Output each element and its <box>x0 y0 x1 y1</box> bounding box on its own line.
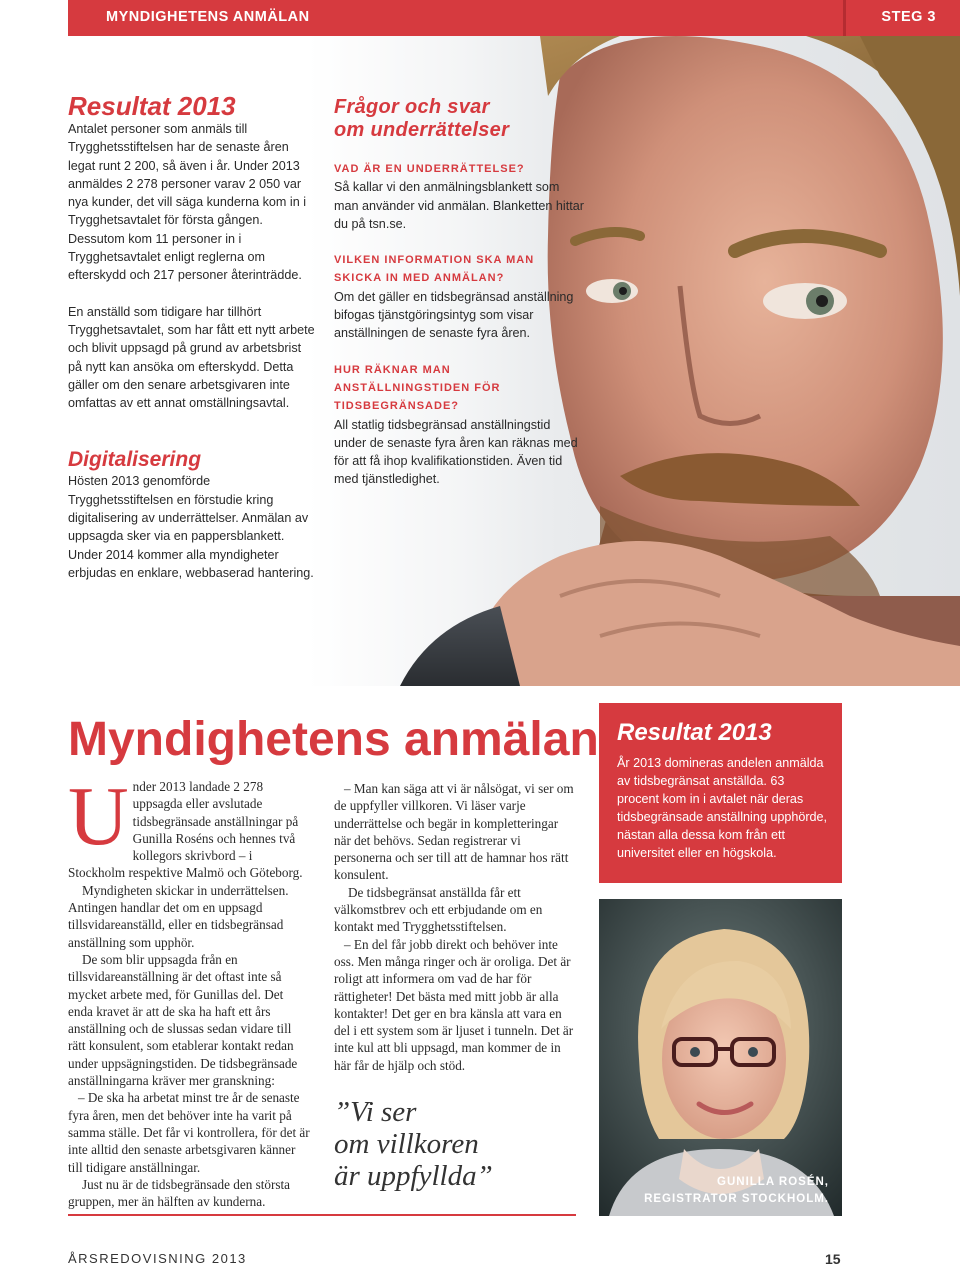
faq-question-2: VILKEN INFORMATION SKA MAN SKICKA IN MED ANMÄLAN? <box>334 254 535 285</box>
article-column-1 <box>68 770 310 1210</box>
faq-answer-3: All statlig tidsbegränsad anställningstid under de senaste fyra åren kan räknas med för att få ihop kvalifikationstiden. Även tid med tjänstledighet. <box>334 417 578 487</box>
resultat-paragraph-1: Antalet personer som anmäls till Trygghetsstiftelsen har de senaste åren legat runt 2 200, så även i år. Under 2013 anmäldes 2 278 personer varav 2 050 var nya kunder, det vill säga kunderna kom in i Trygghetsavtalet för första gången. Dessutom kom 11 personer in i Trygghetsavtalet enligt reglerna om efterskydd och 217 personer återinträdde. <box>68 122 307 283</box>
faq-answer-1: Så kallar vi den anmälningsblankett som man använder vid anmälan. Blanketten hittar du på tsn.se. <box>334 180 584 231</box>
resultat-section <box>68 92 318 582</box>
article-title: Myndighetens anmälan <box>68 713 599 766</box>
article-para-1: nder 2013 landade 2 278 uppsagda eller avslutade tidsbegränsade anställningar på Gunilla Roséns och hennes två kollegors skrivbord – i Stockholm respektive Malmö och Göteborg. <box>68 779 303 881</box>
faq-question-3: HUR RÄKNAR MAN ANSTÄLLNINGSTIDEN FÖR TIDSBEGRÄNSADE? <box>334 363 501 413</box>
faq-title-line-1: Frågor och svar <box>334 96 490 118</box>
resultat-info-box <box>599 703 842 883</box>
dropcap: U <box>68 770 129 863</box>
pull-quote-line-1: ”Vi ser <box>334 1096 417 1128</box>
pull-quote-line-3: är uppfyllda” <box>334 1160 493 1192</box>
digitalisering-paragraph: Hösten 2013 genomförde Trygghetsstiftelsen en förstudie kring digitalisering av underrättelser. Anmälan av uppsagda sker via en pappersblankett. Under 2014 kommer alla myndigheter erbjudas en enklare, webbaserad hantering. <box>68 474 314 580</box>
section-header-bar <box>68 0 960 36</box>
faq-answer-2: Om det gäller en tidsbegränsad anställning bifogas tjänstgöringsintyg som visar anställningen de senaste fyra åren. <box>334 289 574 341</box>
article-para-5: Just nu är de tidsbegränsade den största gruppen, mer än hälften av kunderna. <box>68 1176 291 1210</box>
gunilla-portrait <box>599 899 842 1216</box>
resultat-paragraph-2: En anställd som tidigare har tillhört Trygghetsavtalet, som har fått ett nytt arbete och blivit uppsagd på grund av arbetsbrist på nytt kan ansöka om efterskydd. Detta gäller om den senare arbetsgivaren inte omfattas av ett annat omställningsavtal. <box>68 304 315 411</box>
gunilla-portrait-illustration <box>599 899 842 1216</box>
section-title: MYNDIGHETENS ANMÄLAN <box>106 9 310 25</box>
pull-quote <box>334 1096 493 1192</box>
resultat-box-heading: Resultat 2013 <box>617 719 772 746</box>
caption-name: GUNILLA ROSÉN, <box>717 1176 829 1188</box>
article-para-8: – En del får jobb direkt och behöver inte oss. Men många ringer och är oroliga. Det är roligt att informera om vad de har för rättigheter! Det bästa med mitt jobb är alla kontakter! Det ger en bra känsla att vara en del i ett system som är ljuset i tunneln. Det är inte kul att bli uppsagd, man kommer de in här får de hjälp och stöd. <box>334 936 574 1073</box>
article-bottom-rule <box>68 1214 576 1216</box>
faq-section <box>334 96 584 489</box>
caption-role: REGISTRATOR STOCKHOLM. <box>644 1193 829 1205</box>
article-column-2 <box>334 780 576 1074</box>
footer-publication: ÅRSREDOVISNING 2013 <box>68 1251 247 1266</box>
pull-quote-line-2: om villkoren <box>334 1128 479 1160</box>
step-label: STEG 3 <box>881 9 936 25</box>
digitalisering-heading: Digitalisering <box>68 448 202 472</box>
faq-question-1: VAD ÄR EN UNDERRÄTTELSE? <box>334 163 525 175</box>
article-para-4: – De ska ha arbetat minst tre år de senaste fyra åren, men det behöver inte ha varit på samma ställe. Det får vi kontrollera, för det är inte alltid den senaste arbetsgivaren känner till tidigare anställningar. <box>68 1090 310 1175</box>
portrait-caption <box>619 1174 829 1208</box>
resultat-heading: Resultat 2013 <box>68 91 236 121</box>
page-number: 15 <box>825 1251 841 1267</box>
article-para-2: Myndigheten skickar in underrättelsen. Antingen handlar det om en uppsagd tillsvidareanställd, eller en tidsbegränsad anställning som upphör. <box>68 882 289 950</box>
header-divider <box>843 0 846 36</box>
article-para-7: De tidsbegränsat anställda får ett välkomstbrev och ett erbjudande om en kontakt med Trygghetsstiftelsen. <box>334 884 543 935</box>
resultat-box-text: År 2013 domineras andelen anmälda av tidsbegränsat anställda. 63 procent kom in i avtalet när deras tidsbegränsade anställning upphörde, nästan alla dessa kom från ett universitet eller en högskola. <box>617 756 828 860</box>
faq-title-line-2: om underrättelser <box>334 119 510 141</box>
article-para-3: De som blir uppsagda från en tillsvidareanställning är det oftast inte så mycket arbete med, för Gunillas del. Det enda kravet är att de ska ha haft ett års anställning och de slussas sedan vidare till rätt konsulent, som etablerar kontakt redan under uppsägningstiden. De tidsbegränsade anställningarna kräver mer granskning: <box>68 951 298 1089</box>
article-para-6: – Man kan säga att vi är nålsögat, vi ser om de uppfyller villkoren. Vi läser varje underrättelse och begär in kompletteringar när det behövs. Sedan registrerar vi personerna och ser till att de hamnar hos rätt konsulent. <box>334 781 574 883</box>
